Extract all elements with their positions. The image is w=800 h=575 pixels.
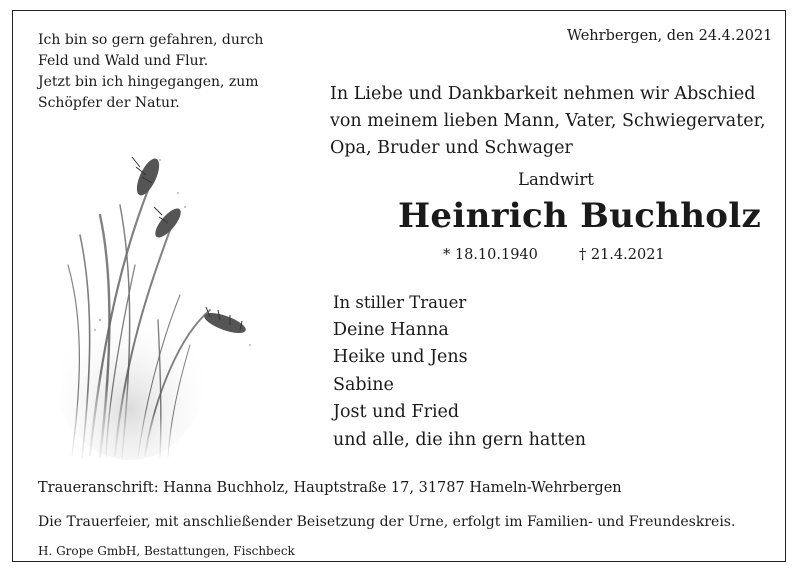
intro-line: Opa, Bruder und Schwager [330,138,573,158]
mourner-entry: Sabine [333,374,394,395]
deceased-name: Heinrich Buchholz [398,196,762,236]
place-date-line: Wehrbergen, den 24.4.2021 [567,28,773,44]
undertaker-credit: H. Grope GmbH, Bestattungen, Fischbeck [38,544,295,558]
mourners-list [333,289,586,454]
mourners-heading: In stiller Trauer [333,293,467,312]
mourner-entry: Heike und Jens [333,347,468,367]
mourner-entry: Jost und Fried [333,402,460,422]
mourner-entry: Deine Hanna [333,319,449,340]
farewell-intro [330,81,766,162]
wheat-ears-illustration [60,145,270,460]
ceremony-notice: Die Trauerfeier, mit anschließender Beisetzung der Urne, erfolgt im Familien- und Freundeskreis. [38,514,736,530]
intro-line: von meinem lieben Mann, Vater, Schwiegervater, [330,111,766,131]
poem-line: Jetzt bin ich hingegangen, zum [38,74,259,90]
death-date: † 21.4.2021 [579,247,665,263]
poem-line: Feld und Wald und Flur. [38,53,209,69]
poem-line: Ich bin so gern gefahren, durch [38,32,264,48]
poem-verse [38,30,298,114]
mourning-address: Traueranschrift: Hanna Buchholz, Hauptstraße 17, 31787 Hameln-Wehrbergen [38,480,622,496]
intro-line: In Liebe und Dankbarkeit nehmen wir Abschied [330,84,756,104]
poem-line: Schöpfer der Natur. [38,95,180,111]
mourner-entry: und alle, die ihn gern hatten [333,429,586,450]
birth-date: * 18.10.1940 [443,247,538,263]
occupation-title: Landwirt [518,170,594,189]
